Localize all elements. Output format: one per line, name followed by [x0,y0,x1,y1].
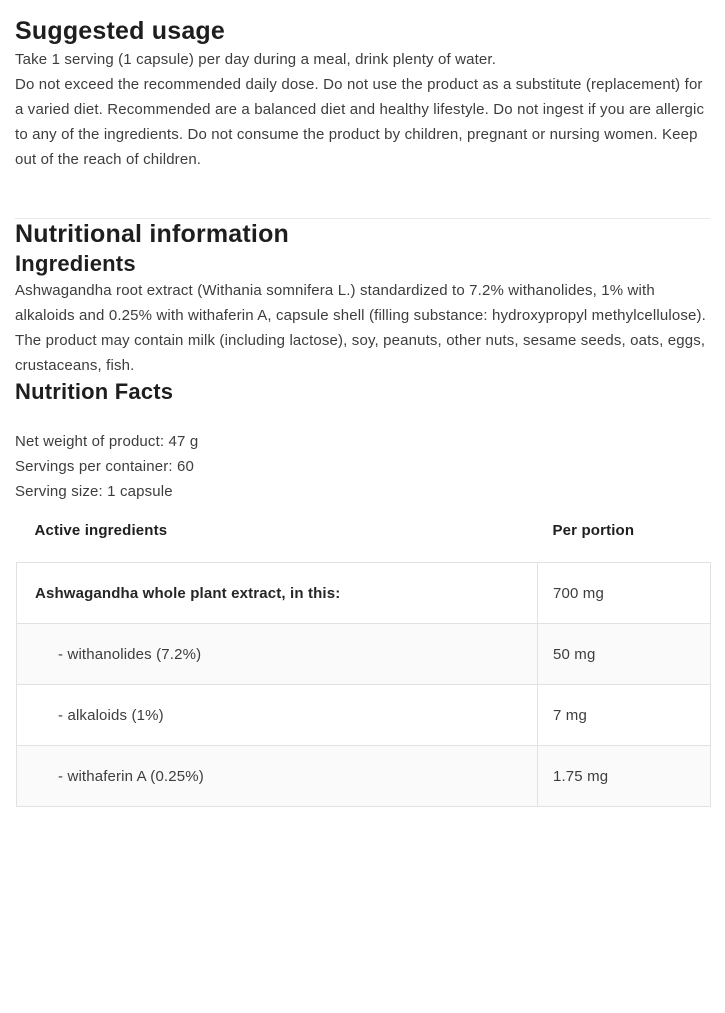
column-header-per-portion: Per portion [552,522,635,539]
table-row [17,624,711,685]
amount-cell: 1.75 mg [538,746,711,807]
amount-cell: 700 mg [538,563,711,624]
nutritional-information-title: Nutritional information [15,220,290,248]
ingredient-cell: - withaferin A (0.25%) [17,746,538,807]
allergen-notice-text: The product may contain milk (including lactose), soy, peanuts, other nuts, sesame seeds, oats, eggs, crustaceans, fish. [15,332,706,374]
net-weight-text: Net weight of product: 47 g [15,433,199,450]
column-header-active-ingredients: Active ingredients [34,522,168,539]
ingredient-cell: - alkaloids (1%) [17,685,538,746]
table-row [17,685,711,746]
ingredient-cell: - withanolides (7.2%) [17,624,538,685]
amount-cell: 50 mg [538,624,711,685]
ingredient-cell: Ashwagandha whole plant extract, in this: [17,563,538,624]
servings-per-container-text: Servings per container: 60 [15,458,194,475]
table-header-row [17,516,711,563]
usage-warning-text: Do not exceed the recommended daily dose. Do not use the product as a substitute (replacement) for a varied diet. Recommended are a balanced diet and healthy lifestyle. Do not ingest if you are allergic to any of the ingredients. Do not consume the product by children, pregnant or nursing women. Keep out of the reach of children. [15,76,705,168]
table-row [17,746,711,807]
amount-cell: 7 mg [538,685,711,746]
table-row [17,563,711,624]
serving-size-text: Serving size: 1 capsule [15,483,173,500]
nutrition-facts-title: Nutrition Facts [15,379,174,404]
suggested-usage-title: Suggested usage [15,17,225,45]
ingredients-composition-text: Ashwagandha root extract (Withania somnifera L.) standardized to 7.2% withanolides, 1% with alkaloids and 0.25% with withaferin A, capsule shell (filling substance: hydroxypropyl methylcellulose). [15,282,706,324]
serving-details [15,429,710,504]
usage-instruction-text: Take 1 serving (1 capsule) per day during a meal, drink plenty of water. [15,51,497,68]
active-ingredients-table [16,516,711,807]
ingredients-title: Ingredients [15,251,136,276]
